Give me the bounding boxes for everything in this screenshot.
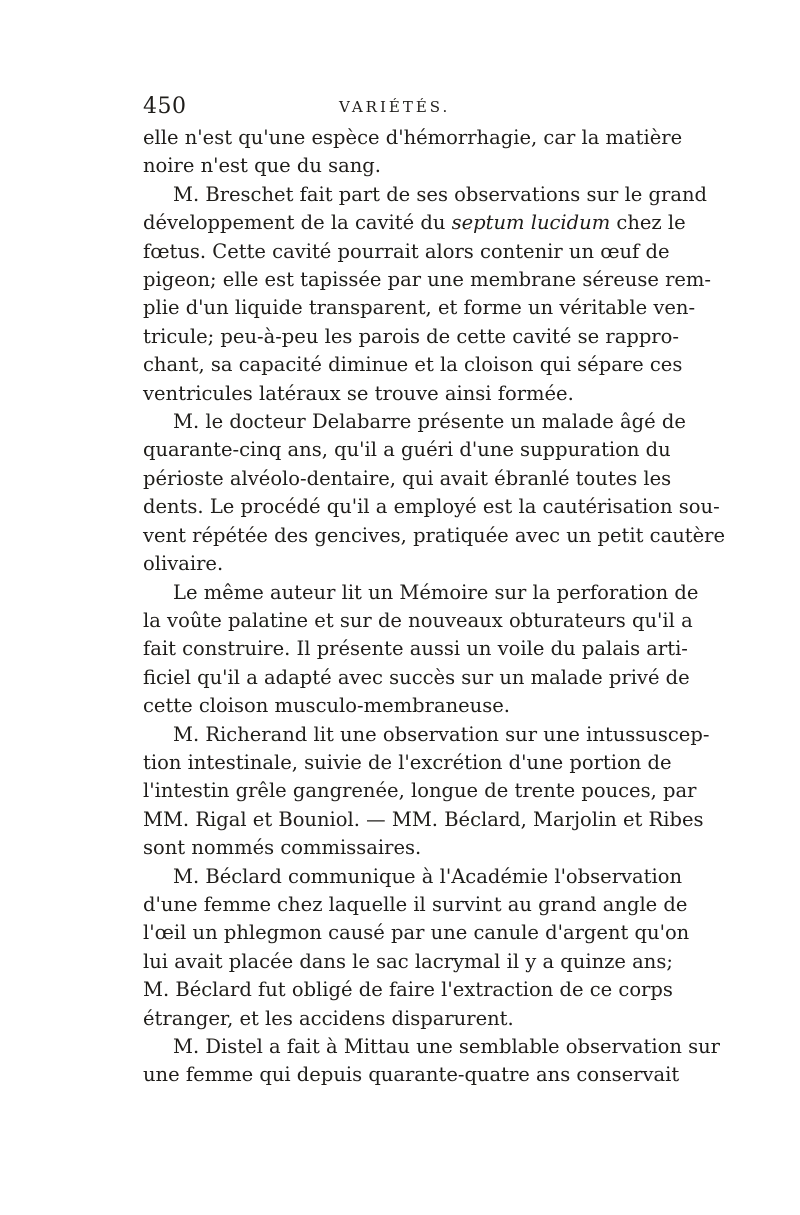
text-line: la voûte palatine et sur de nouveaux obturateurs qu'il a	[143, 608, 693, 632]
text-line: M. Breschet fait part de ses observations sur le grand	[173, 182, 708, 206]
body-text	[143, 124, 725, 1090]
text-line: plie d'un liquide transparent, et forme un véritable ven-	[143, 296, 696, 320]
text-line: une femme qui depuis quarante-quatre ans conservait	[143, 1063, 680, 1087]
running-head	[143, 94, 663, 124]
text-line: vent répétée des gencives, pratiquée avec un petit cautère	[143, 523, 725, 547]
text-line: noire n'est que du sang.	[143, 154, 381, 178]
text-line: sont nommés commissaires.	[143, 836, 422, 860]
text-line: l'intestin grêle gangrenée, longue de trente pouces, par	[143, 779, 697, 803]
text-line: M. Richerand lit une observation sur une intussuscep-	[173, 722, 710, 746]
text-line: M. Béclard fut obligé de faire l'extraction de ce corps	[143, 978, 673, 1002]
text-line: cette cloison musculo-membraneuse.	[143, 694, 510, 718]
text-line: quarante-cinq ans, qu'il a guéri d'une suppuration du	[143, 438, 671, 462]
text-segment: développement de la cavité du	[143, 211, 452, 235]
text-line: M. Distel a fait à Mittau une semblable observation sur	[173, 1035, 720, 1058]
text-line: fœtus. Cette cavité pourrait alors contenir un œuf de	[143, 239, 670, 263]
text-line: Le même auteur lit un Mémoire sur la perforation de	[173, 580, 699, 604]
text-line: olivaire.	[143, 552, 224, 576]
text-line: fait construire. Il présente aussi un voile du palais arti-	[143, 637, 688, 661]
italic-term: septum lucidum	[451, 211, 611, 235]
text-line: tricule; peu-à-peu les parois de cette cavité se rappro-	[143, 324, 679, 348]
running-title: VARIÉTÉS.	[339, 98, 451, 116]
text-line: chant, sa capacité diminue et la cloison qui sépare ces	[143, 353, 683, 377]
text-line-with-emphasis	[143, 209, 686, 237]
page-number: 450	[143, 94, 187, 119]
text-line: MM. Rigal et Bouniol. — MM. Béclard, Marjolin et Ribes	[143, 807, 704, 831]
text-line: tion intestinale, suivie de l'excrétion d'une portion de	[143, 750, 672, 774]
text-line: ficiel qu'il a adapté avec succès sur un malade privé de	[143, 665, 690, 689]
text-line: M. le docteur Delabarre présente un malade âgé de	[173, 410, 686, 434]
text-line: M. Béclard communique à l'Académie l'observation	[173, 864, 683, 888]
text-line: pigeon; elle est tapissée par une membrane séreuse rem-	[143, 268, 712, 292]
text-line: elle n'est qu'une espèce d'hémorrhagie, car la matière	[143, 126, 683, 149]
text-segment: chez le	[610, 211, 686, 235]
text-line: l'œil un phlegmon causé par une canule d'argent qu'on	[143, 921, 690, 945]
text-line: périoste alvéolo-dentaire, qui avait ébranlé toutes les	[143, 466, 672, 490]
text-line: lui avait placée dans le sac lacrymal il y a quinze ans;	[143, 949, 673, 973]
text-line: dents. Le procédé qu'il a employé est la cautérisation sou-	[143, 495, 720, 519]
book-page	[143, 94, 725, 1090]
text-line: ventricules latéraux se trouve ainsi formée.	[143, 381, 574, 405]
text-line: étranger, et les accidens disparurent.	[143, 1006, 514, 1030]
text-line: d'une femme chez laquelle il survint au grand angle de	[143, 892, 688, 916]
